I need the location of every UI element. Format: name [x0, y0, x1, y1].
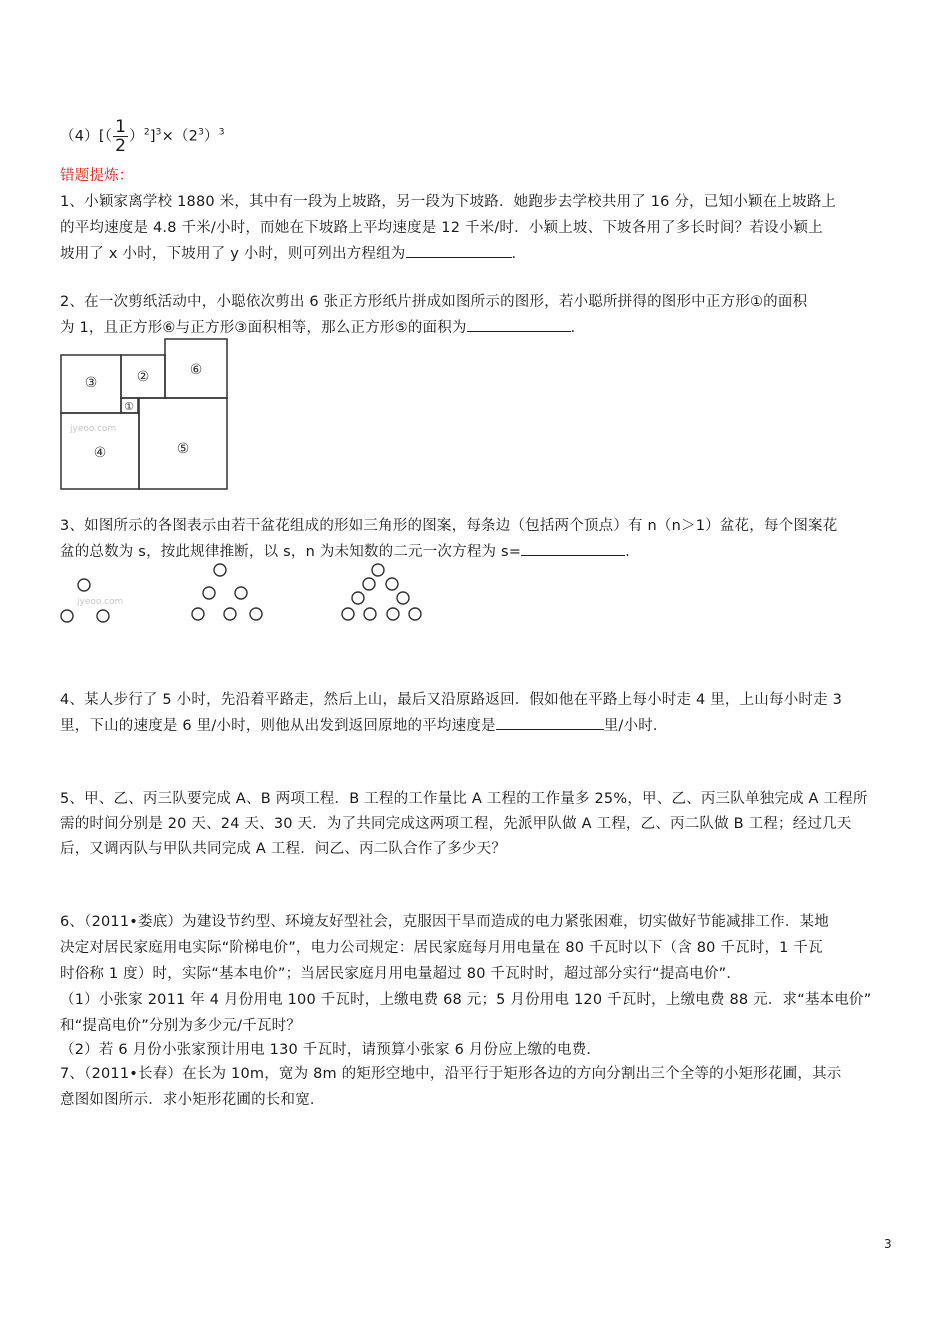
flower-pot: [352, 592, 364, 604]
answer-blank[interactable]: [521, 541, 625, 557]
q1-line-3: [60, 242, 526, 263]
q6-line-2: 决定对居民家庭用电实际“阶梯电价”，电力公司规定：居民家庭每月用电量在 80 千瓦时以下（含 80 千瓦时，1 千瓦: [60, 940, 823, 956]
expr-mid: ）: [129, 128, 144, 145]
answer-blank[interactable]: [467, 317, 571, 333]
q4-line-2-text: 里，下山的速度是 6 里/小时，则他从出发到返回原地的平均速度是: [60, 718, 496, 734]
q5-line-1: 5、甲、乙、丙三队要完成 A、B 两项工程．B 工程的工作量比 A 工程的工作量多 25%，甲、乙、丙三队单独完成 A 工程所: [60, 791, 868, 807]
flower-pot: [364, 608, 376, 620]
watermark-text: jyeoo.com: [77, 597, 124, 607]
q7-line-1: 7、（2011•长春）在长为 10m，宽为 8m 的矩形空地中，沿平行于矩形各边的方向分割出三个全等的小矩形花圃，其示: [60, 1066, 842, 1082]
q7-line-2: 意图如图所示．求小矩形花圃的长和宽．: [60, 1092, 325, 1108]
q6-line-1: 6、（2011•娄底）为建设节约型、环境友好型社会，克服因干旱而造成的电力紧张困难，切实做好节能减排工作．某地: [60, 914, 829, 930]
q4-line-1: 4、某人步行了 5 小时，先沿着平路走，然后上山，最后又沿原路返回．假如他在平路上每小时走 4 里，上山每小时走 3: [60, 692, 843, 708]
q5-line-2: 需的时间分别是 20 天、24 天、30 天．为了共同完成这两项工程，先派甲队做 A 工程，乙、丙二队做 B 工程；经过几天: [60, 816, 852, 832]
q6-line-3: 时俗称 1 度）时，实际“基本电价”；当居民家庭月用电量超过 80 千瓦时时，超过部分实行“提高电价”．: [60, 966, 742, 982]
flower-pot: [409, 608, 421, 620]
flower-pot: [250, 608, 262, 620]
flower-pot-triangles: [55, 560, 435, 630]
flower-pot: [192, 608, 204, 620]
label-square-5: ⑤: [176, 441, 190, 457]
flower-pot: [235, 587, 247, 599]
flower-pot: [214, 564, 226, 576]
flower-pot: [342, 608, 354, 620]
fraction: [113, 118, 128, 155]
squares-figure: [58, 336, 230, 492]
expr-times: ×（2: [161, 128, 199, 145]
expr-prefix: （4）[（: [60, 128, 113, 145]
watermark-text: jyeoo.com: [70, 424, 117, 434]
flower-pot: [203, 587, 215, 599]
label-square-6: ⑥: [189, 362, 203, 378]
q2-line-2-text: 为 1，且正方形⑥与正方形③面积相等，那么正方形⑤的面积为: [60, 320, 467, 336]
exponent: 3: [218, 127, 225, 138]
q3-line-1: 3、如图所示的各图表示由若干盆花组成的形如三角形的图案，每条边（包括两个顶点）有 n（n＞1）盆花，每个图案花: [60, 518, 838, 534]
q6-line-4: （1）小张家 2011 年 4 月份用电 100 千瓦时，上缴电费 68 元；5 月份用电 120 千瓦时，上缴电费 88 元．求“基本电价”: [60, 992, 872, 1008]
flower-pot: [387, 608, 399, 620]
expr-close: ]: [149, 128, 156, 145]
fraction-denominator: 2: [115, 136, 127, 156]
q6-line-6: （2）若 6 月份小张家预计用电 130 千瓦时，请预算小张家 6 月份应上缴的电费．: [60, 1042, 602, 1058]
flower-pot: [61, 610, 73, 622]
exponent: 3: [198, 127, 205, 138]
section-title: 错题提炼：: [60, 168, 134, 184]
q2-end: ．: [570, 320, 586, 336]
q3-line-2: [60, 540, 640, 561]
exponent: 2: [143, 127, 150, 138]
flower-pot: [386, 578, 398, 590]
label-square-4: ④: [93, 445, 107, 461]
flower-pot: [397, 592, 409, 604]
exponent: 3: [155, 127, 162, 138]
flower-pot: [97, 610, 109, 622]
label-square-2: ②: [136, 369, 150, 385]
flower-pot: [224, 608, 236, 620]
flower-pot: [363, 578, 375, 590]
q5-line-3: 后，又调丙队与甲队共同完成 A 工程．问乙、丙二队合作了多少天？: [60, 841, 507, 857]
page-number: 3: [884, 1237, 892, 1251]
flower-pot: [372, 564, 384, 576]
q3-end: ．: [625, 544, 640, 560]
label-square-1: ①: [124, 400, 134, 413]
q1-line-3-text: 坡用了 x 小时，下坡用了 y 小时，则可列出方程组为: [60, 246, 406, 262]
fraction-numerator: 1: [115, 117, 127, 137]
q2-line-2: [60, 316, 585, 337]
q1-end: ．: [511, 246, 527, 262]
q1-line-2: 的平均速度是 4.8 千米/小时，而她在下坡路上平均速度是 12 千米/时．小颖上坡、下坡各用了多长时间？若设小颖上: [60, 220, 823, 236]
answer-blank[interactable]: [496, 715, 604, 731]
q4-end: 里/小时．: [603, 718, 668, 734]
q1-line-1: 1、小颖家离学校 1880 米，其中有一段为上坡路，另一段为下坡路．她跑步去学校共用了 16 分，已知小颖在上坡路上: [60, 194, 837, 210]
expression-item-4: [60, 118, 225, 155]
label-square-3: ③: [84, 375, 98, 391]
q4-line-2: [60, 714, 668, 735]
q3-line-2-text: 盆的总数为 s，按此规律推断，以 s，n 为未知数的二元一次方程为 s=: [60, 544, 522, 560]
answer-blank[interactable]: [406, 243, 512, 259]
expr-tail: ）: [204, 128, 219, 145]
q6-line-5: 和“提高电价”分别为多少元/千瓦时？: [60, 1018, 302, 1034]
q2-line-1: 2、在一次剪纸活动中，小聪依次剪出 6 张正方形纸片拼成如图所示的图形，若小聪所拼得的图形中正方形①的面积: [60, 294, 808, 310]
flower-pot: [78, 579, 90, 591]
